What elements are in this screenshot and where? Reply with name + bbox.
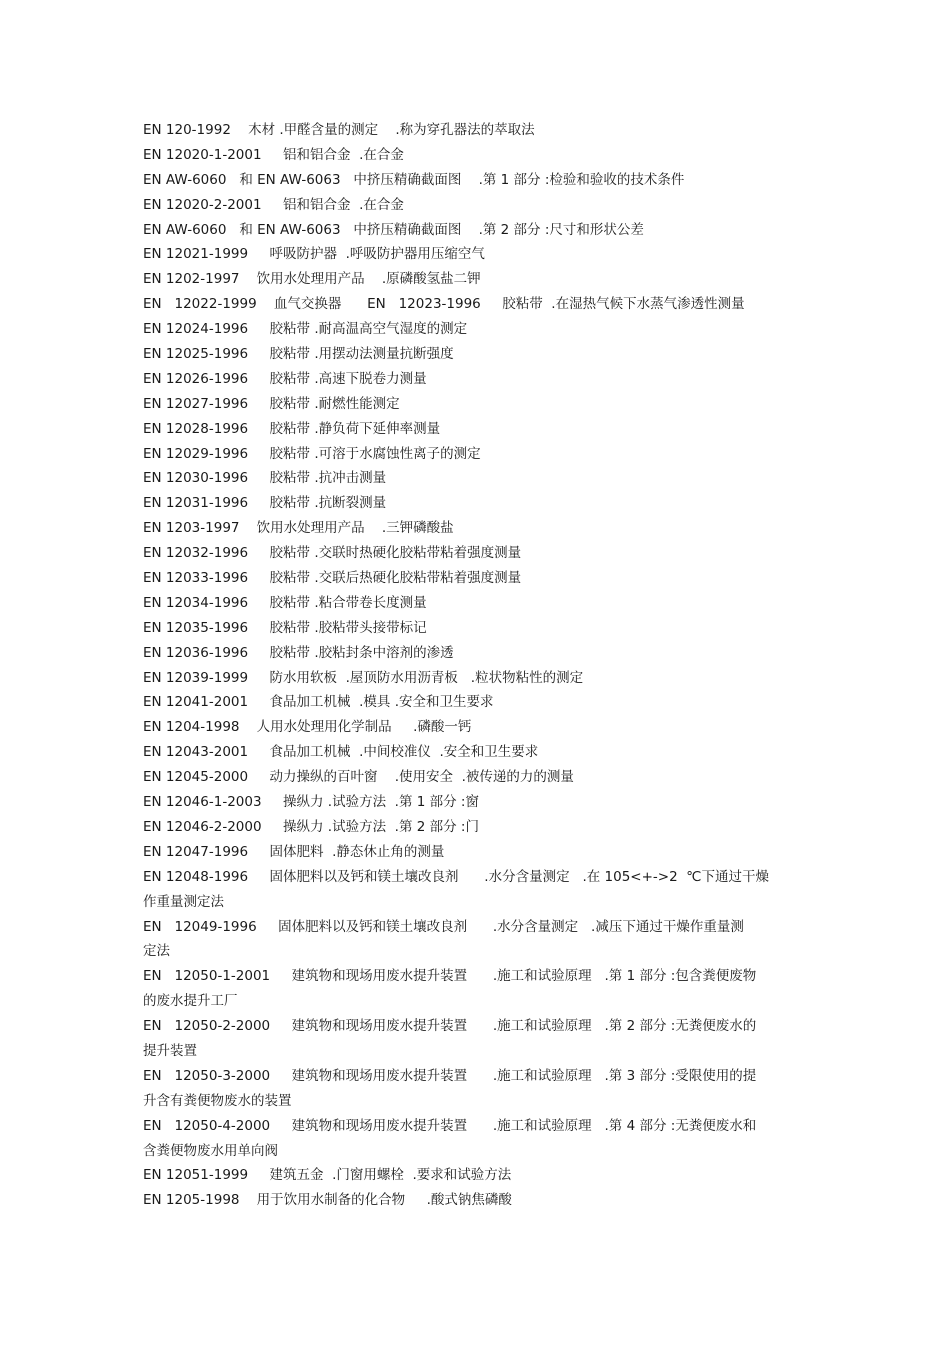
text-line: 作重量测定法 xyxy=(143,893,224,910)
text-line: EN 12041-2001 食品加工机械 .模具 .安全和卫生要求 xyxy=(143,694,494,711)
text-line: EN 12050-4-2000 建筑物和现场用废水提升装置 .施工和试验原理 .第 4 部分 :无粪便废水和 xyxy=(143,1117,757,1134)
text-line: 定法 xyxy=(143,943,170,960)
text-line: 升含有粪便物废水的装置 xyxy=(143,1092,292,1109)
text-line: 的废水提升工厂 xyxy=(143,993,238,1010)
text-line: EN 12045-2000 动力操纵的百叶窗 .使用安全 .被传递的力的测量 xyxy=(143,769,574,786)
text-line: EN 12046-1-2003 操纵力 .试验方法 .第 1 部分 :窗 xyxy=(143,794,479,811)
standards-list xyxy=(143,118,803,1213)
text-line: EN 12050-2-2000 建筑物和现场用废水提升装置 .施工和试验原理 .第 2 部分 :无粪便废水的 xyxy=(143,1018,757,1035)
text-line: EN 12027-1996 胶粘带 .耐燃性能测定 xyxy=(143,395,400,412)
text-line: EN 1204-1998 人用水处理用化学制品 .磷酸一钙 xyxy=(143,719,472,736)
text-line: EN 12028-1996 胶粘带 .静负荷下延伸率测量 xyxy=(143,420,441,437)
text-line: EN 12050-1-2001 建筑物和现场用废水提升装置 .施工和试验原理 .第 1 部分 :包含粪便废物 xyxy=(143,968,757,985)
text-line: EN 1205-1998 用于饮用水制备的化合物 .酸式钠焦磷酸 xyxy=(143,1192,512,1209)
text-line: EN 12026-1996 胶粘带 .高速下脱卷力测量 xyxy=(143,370,427,387)
text-line: EN 12036-1996 胶粘带 .胶粘封条中溶剂的渗透 xyxy=(143,644,454,661)
text-line: EN 12047-1996 固体肥料 .静态休止角的测量 xyxy=(143,843,445,860)
text-line: EN 12034-1996 胶粘带 .粘合带卷长度测量 xyxy=(143,594,427,611)
text-line: EN 12033-1996 胶粘带 .交联后热硬化胶粘带粘着强度测量 xyxy=(143,570,522,587)
text-line: EN 12043-2001 食品加工机械 .中间校准仪 .安全和卫生要求 xyxy=(143,744,539,761)
text-line: EN 12039-1999 防水用软板 .屋顶防水用沥青板 .粒状物粘性的测定 xyxy=(143,669,584,686)
text-line: EN 12024-1996 胶粘带 .耐高温高空气湿度的测定 xyxy=(143,321,468,338)
text-line: EN 12051-1999 建筑五金 .门窗用螺栓 .要求和试验方法 xyxy=(143,1167,512,1184)
text-line: EN 12025-1996 胶粘带 .用摆动法测量抗断强度 xyxy=(143,346,454,363)
text-line: EN 12022-1999 血气交换器 EN 12023-1996 胶粘带 .在湿热气候下水蒸气渗透性测量 xyxy=(143,296,745,313)
text-line: EN 12021-1999 呼吸防护器 .呼吸防护器用压缩空气 xyxy=(143,246,485,263)
text-line: EN 1202-1997 饮用水处理用产品 .原磷酸氢盐二钾 xyxy=(143,271,481,288)
text-line: EN 12032-1996 胶粘带 .交联时热硬化胶粘带粘着强度测量 xyxy=(143,545,522,562)
text-line: EN AW-6060 和 EN AW-6063 中挤压精确截面图 .第 2 部分 :尺寸和形状公差 xyxy=(143,221,644,238)
text-line: 含粪便物废水用单向阀 xyxy=(143,1142,278,1159)
text-line: EN 12029-1996 胶粘带 .可溶于水腐蚀性离子的测定 xyxy=(143,445,481,462)
text-line: EN 12020-2-2001 铝和铝合金 .在合金 xyxy=(143,196,404,213)
text-line: EN 12046-2-2000 操纵力 .试验方法 .第 2 部分 :门 xyxy=(143,818,479,835)
text-line: EN 1203-1997 饮用水处理用产品 .三钾磷酸盐 xyxy=(143,520,454,537)
text-line: EN 12049-1996 固体肥料以及钙和镁土壤改良剂 .水分含量测定 .减压下通过干燥作重量测 xyxy=(143,918,744,935)
text-line: EN 12030-1996 胶粘带 .抗冲击测量 xyxy=(143,470,387,487)
text-line: EN 12048-1996 固体肥料以及钙和镁土壤改良剂 .水分含量测定 .在 105<+->2 ℃下通过干燥 xyxy=(143,868,769,885)
text-line: EN 12050-3-2000 建筑物和现场用废水提升装置 .施工和试验原理 .第 3 部分 :受限使用的提 xyxy=(143,1067,757,1084)
text-line: EN 12031-1996 胶粘带 .抗断裂测量 xyxy=(143,495,387,512)
text-line: EN 120-1992 木材 .甲醛含量的测定 .称为穿孔器法的萃取法 xyxy=(143,122,535,138)
text-line: EN 12035-1996 胶粘带 .胶粘带头接带标记 xyxy=(143,619,427,636)
text-line: 提升装置 xyxy=(143,1042,197,1059)
text-line: EN 12020-1-2001 铝和铝合金 .在合金 xyxy=(143,146,404,163)
text-line: EN AW-6060 和 EN AW-6063 中挤压精确截面图 .第 1 部分 :检验和验收的技术条件 xyxy=(143,171,685,188)
